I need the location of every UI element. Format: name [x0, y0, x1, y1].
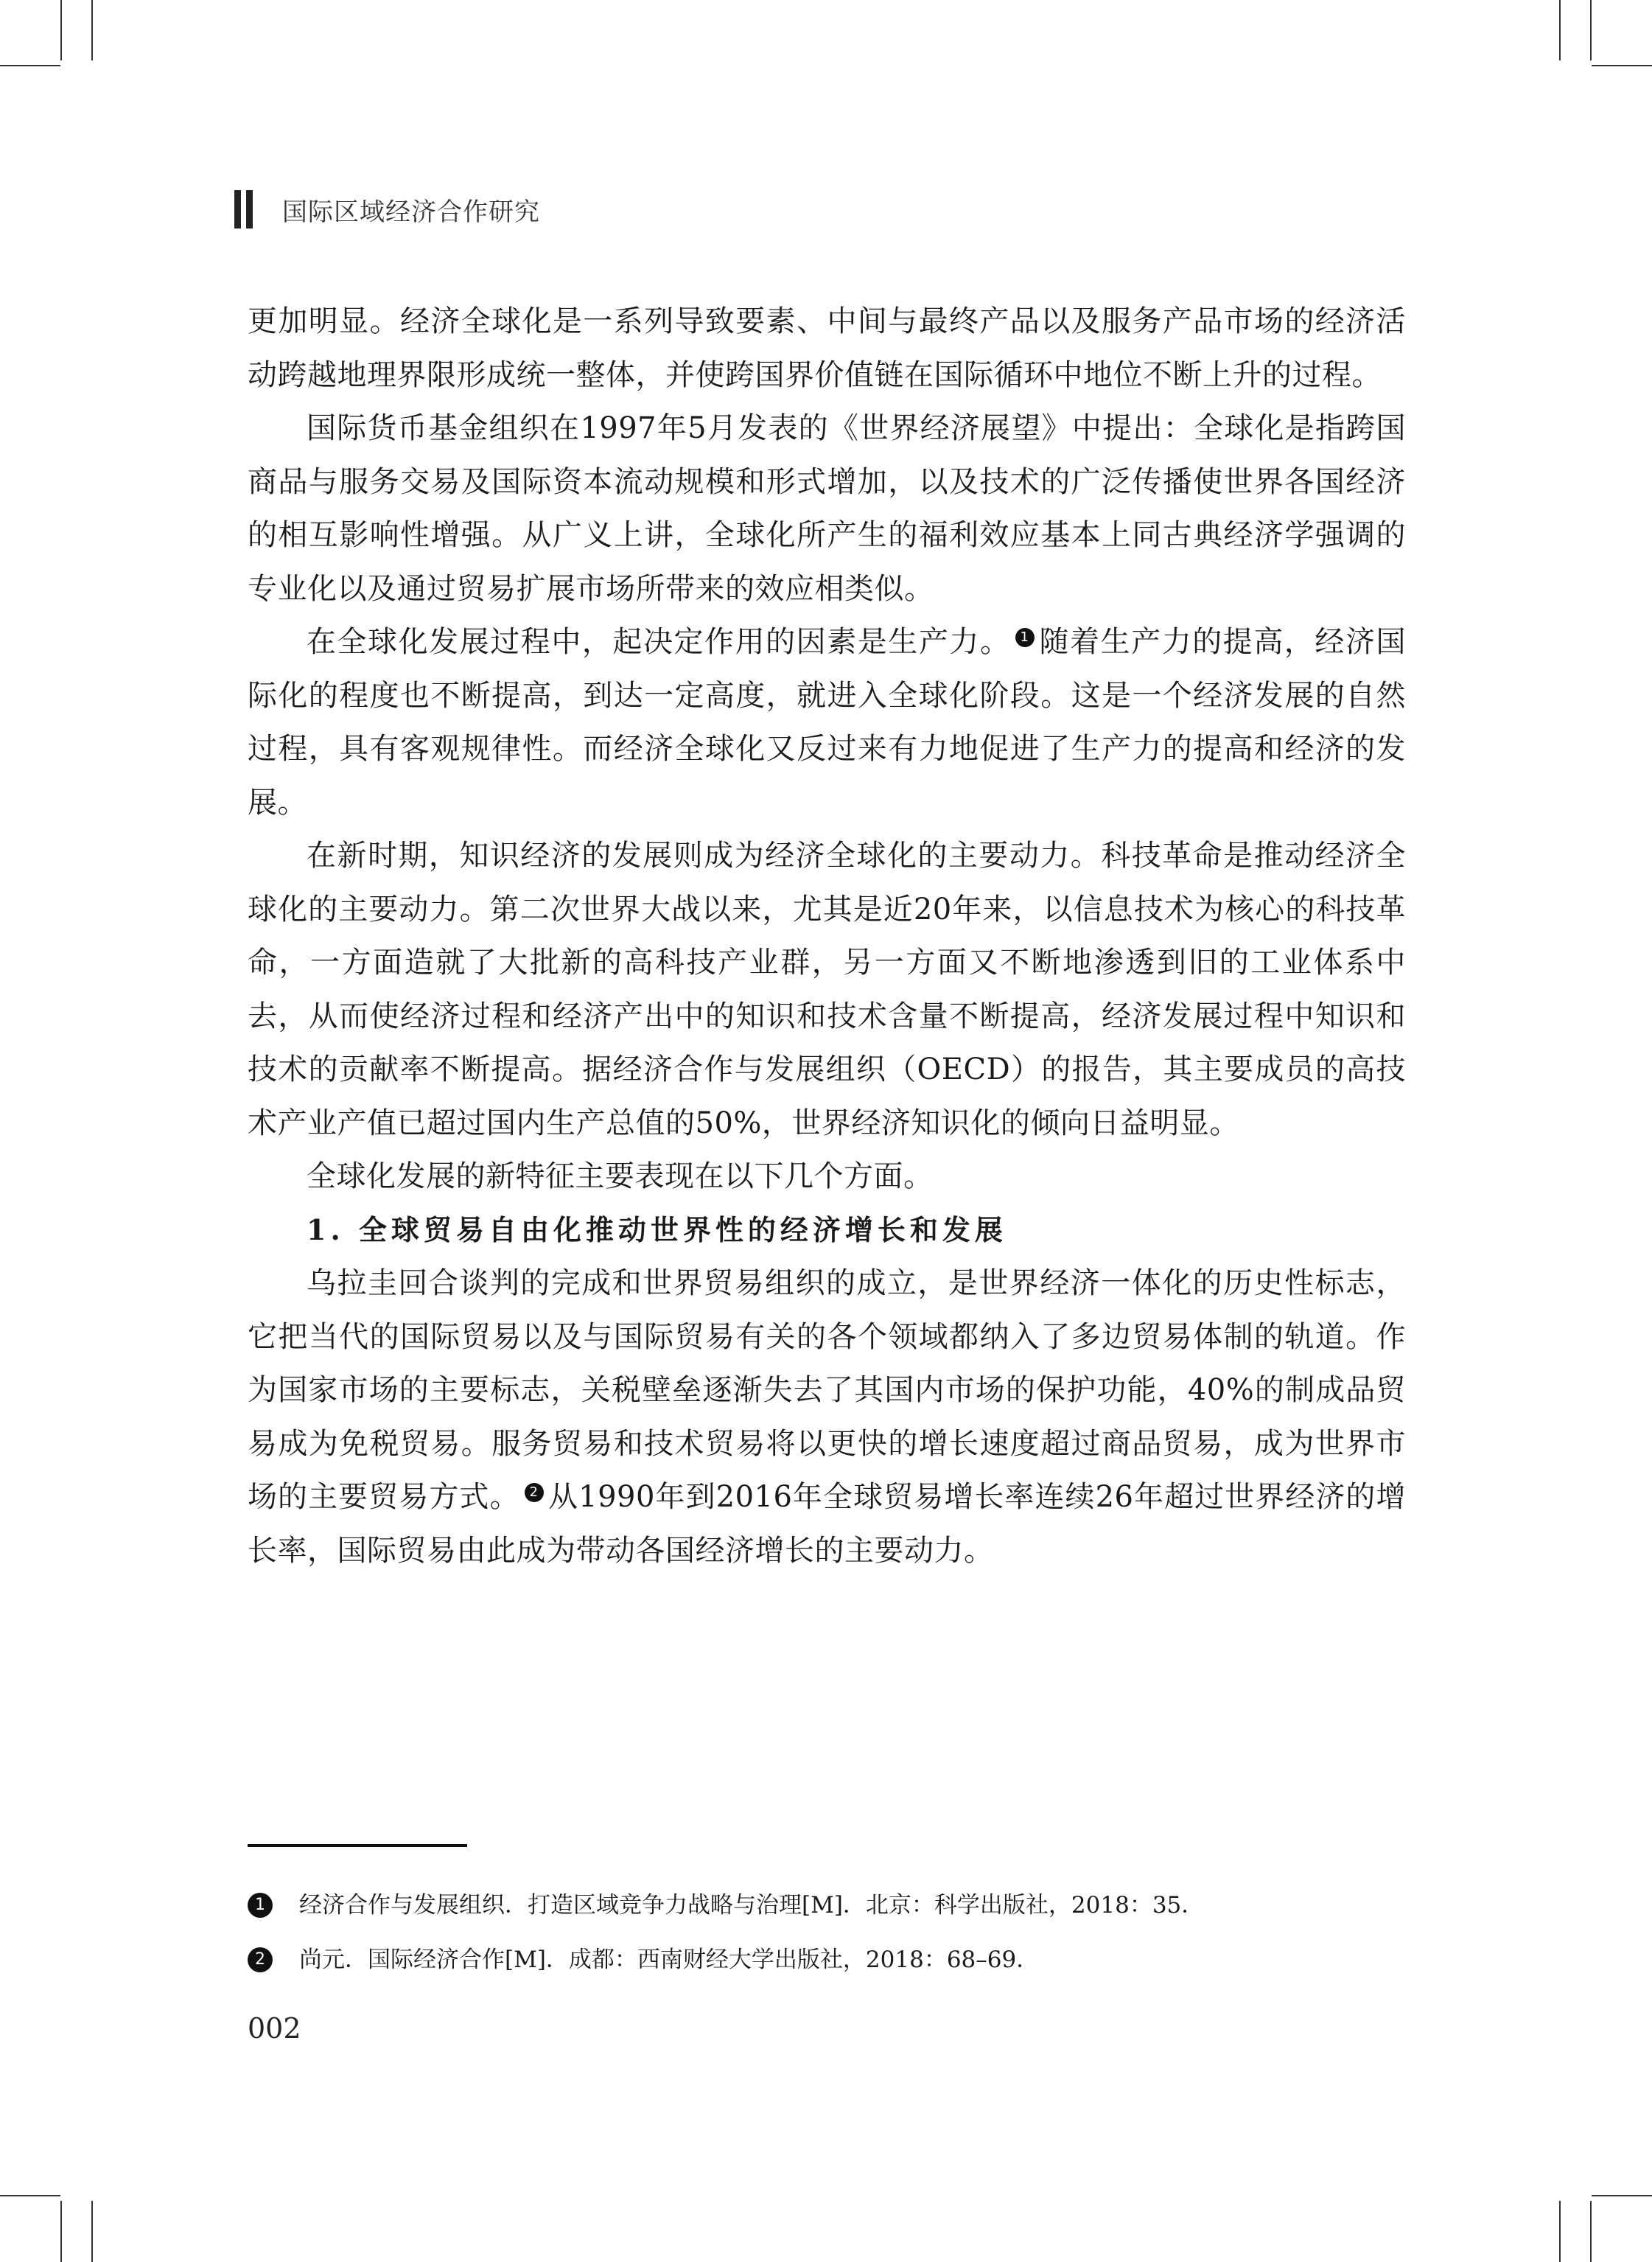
paragraph: 在新时期，知识经济的发展则成为经济全球化的主要动力。科技革命是推动经济全球化的主要动力。第二次世界大战以来，尤其是近20年来，以信息技术为核心的科技革命，一方面造就了大批新的高科技产业群，另一方面又不断地渗透到旧的工业体系中去，从而使经济过程和经济产出中的知识和技术含量不断提高，经济发展过程中知识和技术的贡献率不断提高。据经济合作与发展组织（OECD）的报告，其主要成员的高技术产业产值已超过国内生产总值的50%，世界经济知识化的倾向日益明显。 [248, 839, 1406, 1140]
crop-mark [0, 2195, 60, 2196]
crop-mark [91, 2201, 93, 2262]
book-title: 国际区域经济合作研究 [282, 197, 540, 227]
crop-mark [1590, 0, 1592, 60]
footnote-text: 经济合作与发展组织．打造区域竞争力战略与治理[M]．北京：科学出版社，2018：35． [299, 1892, 1205, 1919]
section-heading: 1. 全球贸易自由化推动世界性的经济增长和发展 [307, 1212, 1007, 1246]
crop-mark [1592, 65, 1652, 66]
footnote-text: 尚元．国际经济合作[M]．成都：西南财经大学出版社，2018：68–69． [299, 1947, 1040, 1973]
footnote-item [248, 1878, 1406, 1933]
crop-mark [1559, 0, 1561, 60]
crop-mark [0, 65, 60, 66]
crop-mark [1590, 2201, 1592, 2262]
footnote-reference-2[interactable]: 2 [525, 1483, 544, 1502]
paragraph-text: 从1990年到2016年全球贸易增长率连续26年超过世界经济的增长率，国际贸易由此成为带动各国经济增长的主要动力。 [248, 1480, 1406, 1568]
paragraph-text: 随着生产力的提高，经济国际化的程度也不断提高，到达一定高度，就进入全球化阶段。这是一个经济发展的自然过程，具有客观规律性。而经济全球化又反过来有力地促进了生产力的提高和经济的发展。 [248, 625, 1407, 820]
paragraph-text: 在全球化发展过程中，起决定作用的因素是生产力。 [307, 625, 1011, 659]
paragraph: 国际货币基金组织在1997年5月发表的《世界经济展望》中提出：全球化是指跨国商品与服务交易及国际资本流动规模和形式增加，以及技术的广泛传播使世界各国经济的相互影响性增强。从广义上讲，全球化所产生的福利效应基本上同古典经济学强调的专业化以及通过贸易扩展市场所带来的效应相类似。 [248, 411, 1406, 606]
footnote-item [248, 1933, 1406, 1987]
page-number: 002 [248, 2012, 301, 2045]
footnote-number-badge: 2 [248, 1947, 273, 1972]
crop-mark [60, 0, 62, 60]
body-text [248, 295, 1406, 1577]
footnote-number-badge: 1 [248, 1893, 273, 1918]
footnote-reference-1[interactable]: 1 [1015, 628, 1035, 647]
crop-mark [60, 2201, 62, 2262]
paragraph-text: 乌拉圭回合谈判的完成和世界贸易组织的成立，是世界经济一体化的历史性标志，它把当代的国际贸易以及与国际贸易有关的各个领域都纳入了多边贸易体制的轨道。作为国家市场的主要标志，关税壁垒逐渐失去了其国内市场的保护功能，40%的制成品贸易成为免税贸易。服务贸易和技术贸易将以更快的增长速度超过商品贸易，成为世界市场的主要贸易方式。 [248, 1266, 1406, 1514]
paragraph [248, 1257, 1406, 1577]
crop-mark [1592, 2195, 1652, 2196]
footnote-divider [248, 1844, 467, 1847]
footnotes [248, 1878, 1406, 1987]
crop-mark [1559, 2201, 1561, 2262]
paragraph [248, 615, 1406, 829]
paragraph: 更加明显。经济全球化是一系列导致要素、中间与最终产品以及服务产品市场的经济活动跨越地理界限形成统一整体，并使跨国界价值链在国际循环中地位不断上升的过程。 [248, 304, 1406, 392]
header-bars-ornament [234, 190, 253, 228]
crop-mark [91, 0, 93, 60]
paragraph: 全球化发展的新特征主要表现在以下几个方面。 [307, 1159, 934, 1193]
running-header [234, 190, 540, 228]
